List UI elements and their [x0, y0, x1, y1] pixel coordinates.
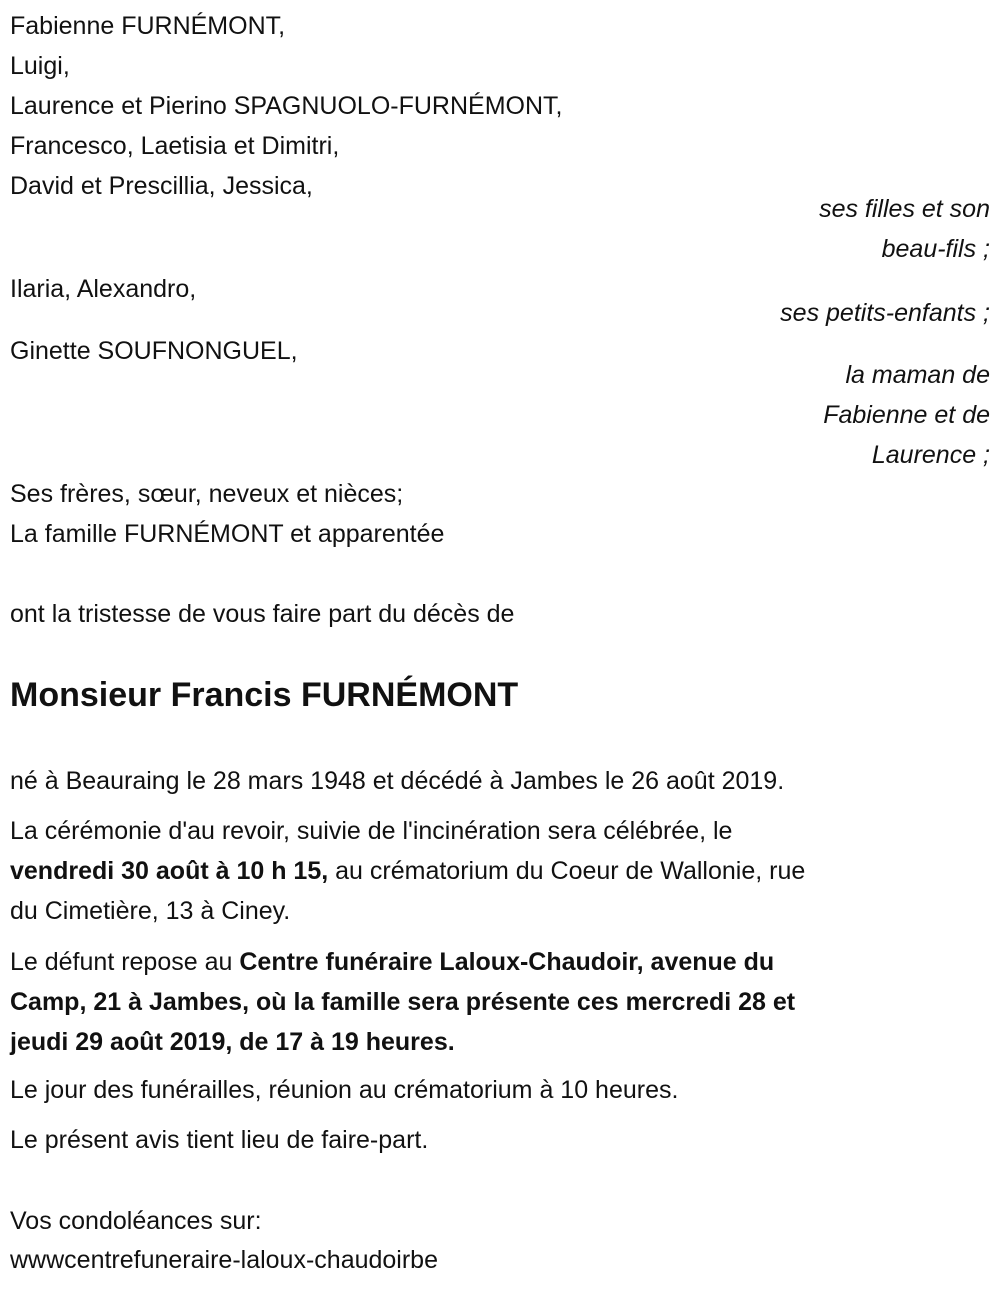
- repose-line: [10, 947, 774, 977]
- birth-death: né à Beauraing le 28 mars 1948 et décédé à Jambes le 26 août 2019.: [10, 767, 785, 795]
- ceremony-line: La cérémonie d'au revoir, suivie de l'incinération sera célébrée, le: [10, 817, 733, 845]
- mother-in-law: Ginette SOUFNONGUEL,: [10, 337, 298, 365]
- notice: Le présent avis tient lieu de faire-part.: [10, 1126, 429, 1154]
- ceremony-line: du Cimetière, 13 à Ciney.: [10, 897, 291, 925]
- repose-line: [10, 987, 795, 1017]
- role-mother: Laurence ;: [871, 441, 990, 469]
- ceremony-line: [10, 856, 805, 886]
- role-mother: la maman de: [845, 361, 990, 389]
- repose-intro: Le défunt repose au: [10, 948, 240, 976]
- website-link[interactable]: wwwcentrefuneraire-laloux-chaudoirbe: [10, 1246, 438, 1274]
- announcement: ont la tristesse de vous faire part du décès de: [10, 600, 515, 628]
- ceremony-place: au crématorium du Coeur de Wallonie, rue: [328, 857, 806, 885]
- role-children: beau-fils ;: [881, 235, 990, 263]
- ceremony-date: vendredi 30 août à 10 h 15,: [10, 857, 329, 885]
- family-line: David et Prescillia, Jessica,: [10, 172, 313, 200]
- meeting-info: Le jour des funérailles, réunion au crématorium à 10 heures.: [10, 1076, 679, 1104]
- repose-dates: jeudi 29 août 2019, de 17 à 19 heures.: [10, 1028, 455, 1056]
- extended-family: La famille FURNÉMONT et apparentée: [10, 520, 445, 548]
- family-line: Francesco, Laetisia et Dimitri,: [10, 132, 340, 160]
- role-mother: Fabienne et de: [823, 401, 990, 429]
- role-children: ses filles et son: [819, 195, 990, 223]
- repose-line: [10, 1027, 455, 1057]
- family-line: Fabienne FURNÉMONT,: [10, 12, 286, 40]
- role-grandchildren: ses petits-enfants ;: [780, 299, 990, 327]
- grandchildren: Ilaria, Alexandro,: [10, 275, 197, 303]
- condolences-label: Vos condoléances sur:: [10, 1207, 262, 1235]
- siblings: Ses frères, sœur, neveux et nièces;: [10, 480, 404, 508]
- family-line: Laurence et Pierino SPAGNUOLO-FURNÉMONT,: [10, 92, 563, 120]
- deceased-name: Monsieur Francis FURNÉMONT: [10, 676, 519, 714]
- repose-place: Camp, 21 à Jambes, où la famille sera présente ces mercredi 28 et: [10, 988, 796, 1016]
- repose-place: Centre funéraire Laloux-Chaudoir, avenue du: [239, 948, 775, 976]
- family-line: Luigi,: [10, 52, 70, 80]
